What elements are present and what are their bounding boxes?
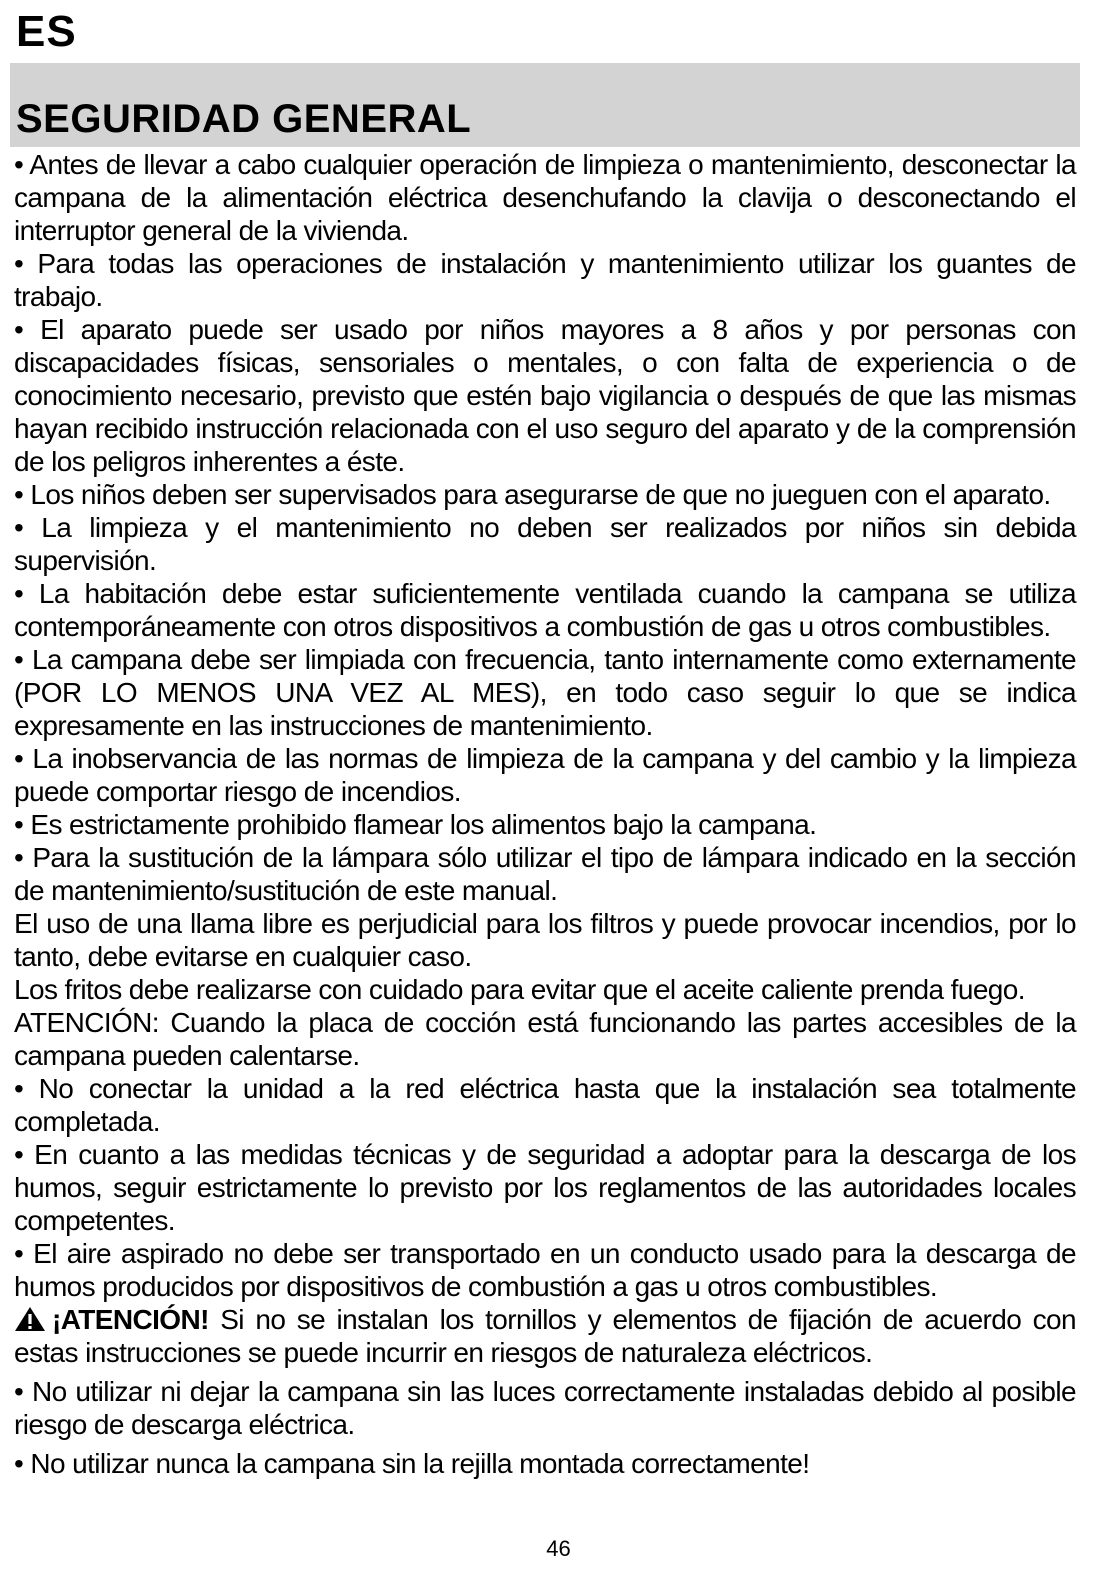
safety-paragraph: • La inobservancia de las normas de limpieza de la campana y del cambio y la limpieza puede comportar riesgo de incendios. [14, 743, 1076, 807]
safety-paragraph: • No conectar la unidad a la red eléctrica hasta que la instalación sea totalmente completada. [14, 1073, 1076, 1137]
warning-text: Si no se instalan los tornillos y elementos de fijación de acuerdo con estas instrucciones se puede incurrir en riesgos de naturaleza eléctricos. [14, 1304, 1076, 1368]
warning-triangle-icon [14, 1306, 46, 1332]
safety-paragraph: • La habitación debe estar suficientemente ventilada cuando la campana se utiliza contemporáneamente con otros dispositivos a combustión de gas u otros combustibles. [14, 578, 1076, 642]
safety-instructions [14, 148, 1076, 1480]
section-title-bar [10, 63, 1080, 147]
safety-paragraph: • Para todas las operaciones de instalación y mantenimiento utilizar los guantes de trabajo. [14, 248, 1076, 312]
safety-paragraph: Los fritos debe realizarse con cuidado para evitar que el aceite caliente prenda fuego. [14, 974, 1025, 1005]
safety-paragraph: • En cuanto a las medidas técnicas y de seguridad a adoptar para la descarga de los humos, seguir estrictamente lo previsto por los reglamentos de las autoridades locales competentes. [14, 1139, 1076, 1236]
safety-paragraph: • No utilizar ni dejar la campana sin las luces correctamente instaladas debido al posible riesgo de descarga eléctrica. [14, 1376, 1076, 1440]
safety-paragraph: • Los niños deben ser supervisados para asegurarse de que no jueguen con el aparato. [14, 479, 1051, 510]
safety-paragraph: ATENCIÓN: Cuando la placa de cocción está funcionando las partes accesibles de la campana pueden calentarse. [14, 1007, 1076, 1071]
page-number: 46 [546, 1536, 571, 1561]
safety-paragraph: • El aparato puede ser usado por niños mayores a 8 años y por personas con discapacidades físicas, sensoriales o mentales, o con falta de experiencia o de conocimiento necesario, previsto que estén bajo vigilancia o después de que las mismas hayan recibido instrucción relacionada con el uso seguro del aparato y de la comprensión de los peligros inherentes a éste. [14, 314, 1076, 477]
safety-paragraph: El uso de una llama libre es perjudicial para los filtros y puede provocar incendios, por lo tanto, debe evitarse en cualquier caso. [14, 908, 1076, 972]
warning-label: ¡ATENCIÓN! [52, 1304, 209, 1335]
safety-paragraph: • La limpieza y el mantenimiento no deben ser realizados por niños sin debida supervisión. [14, 512, 1076, 576]
section-title: SEGURIDAD GENERAL [16, 97, 472, 141]
safety-paragraph: • Es estrictamente prohibido flamear los alimentos bajo la campana. [14, 809, 817, 840]
safety-paragraph: • El aire aspirado no debe ser transportado en un conducto usado para la descarga de humos producidos por dispositivos de combustión a gas u otros combustibles. [14, 1238, 1076, 1302]
language-code: ES [16, 7, 77, 56]
safety-paragraph: • Para la sustitución de la lámpara sólo utilizar el tipo de lámpara indicado en la sección de mantenimiento/sustitución de este manual. [14, 842, 1076, 906]
safety-paragraph: • La campana debe ser limpiada con frecuencia, tanto internamente como externamente (POR LO MENOS UNA VEZ AL MES), en todo caso seguir lo que se indica expresamente en las instrucciones de mantenimiento. [14, 644, 1076, 741]
safety-paragraph: • No utilizar nunca la campana sin la rejilla montada correctamente! [14, 1448, 810, 1479]
warning-paragraph [14, 1303, 1076, 1369]
safety-paragraph: • Antes de llevar a cabo cualquier operación de limpieza o mantenimiento, desconectar la campana de la alimentación eléctrica desenchufando la clavija o desconectando el interruptor general de la vivienda. [14, 149, 1076, 246]
